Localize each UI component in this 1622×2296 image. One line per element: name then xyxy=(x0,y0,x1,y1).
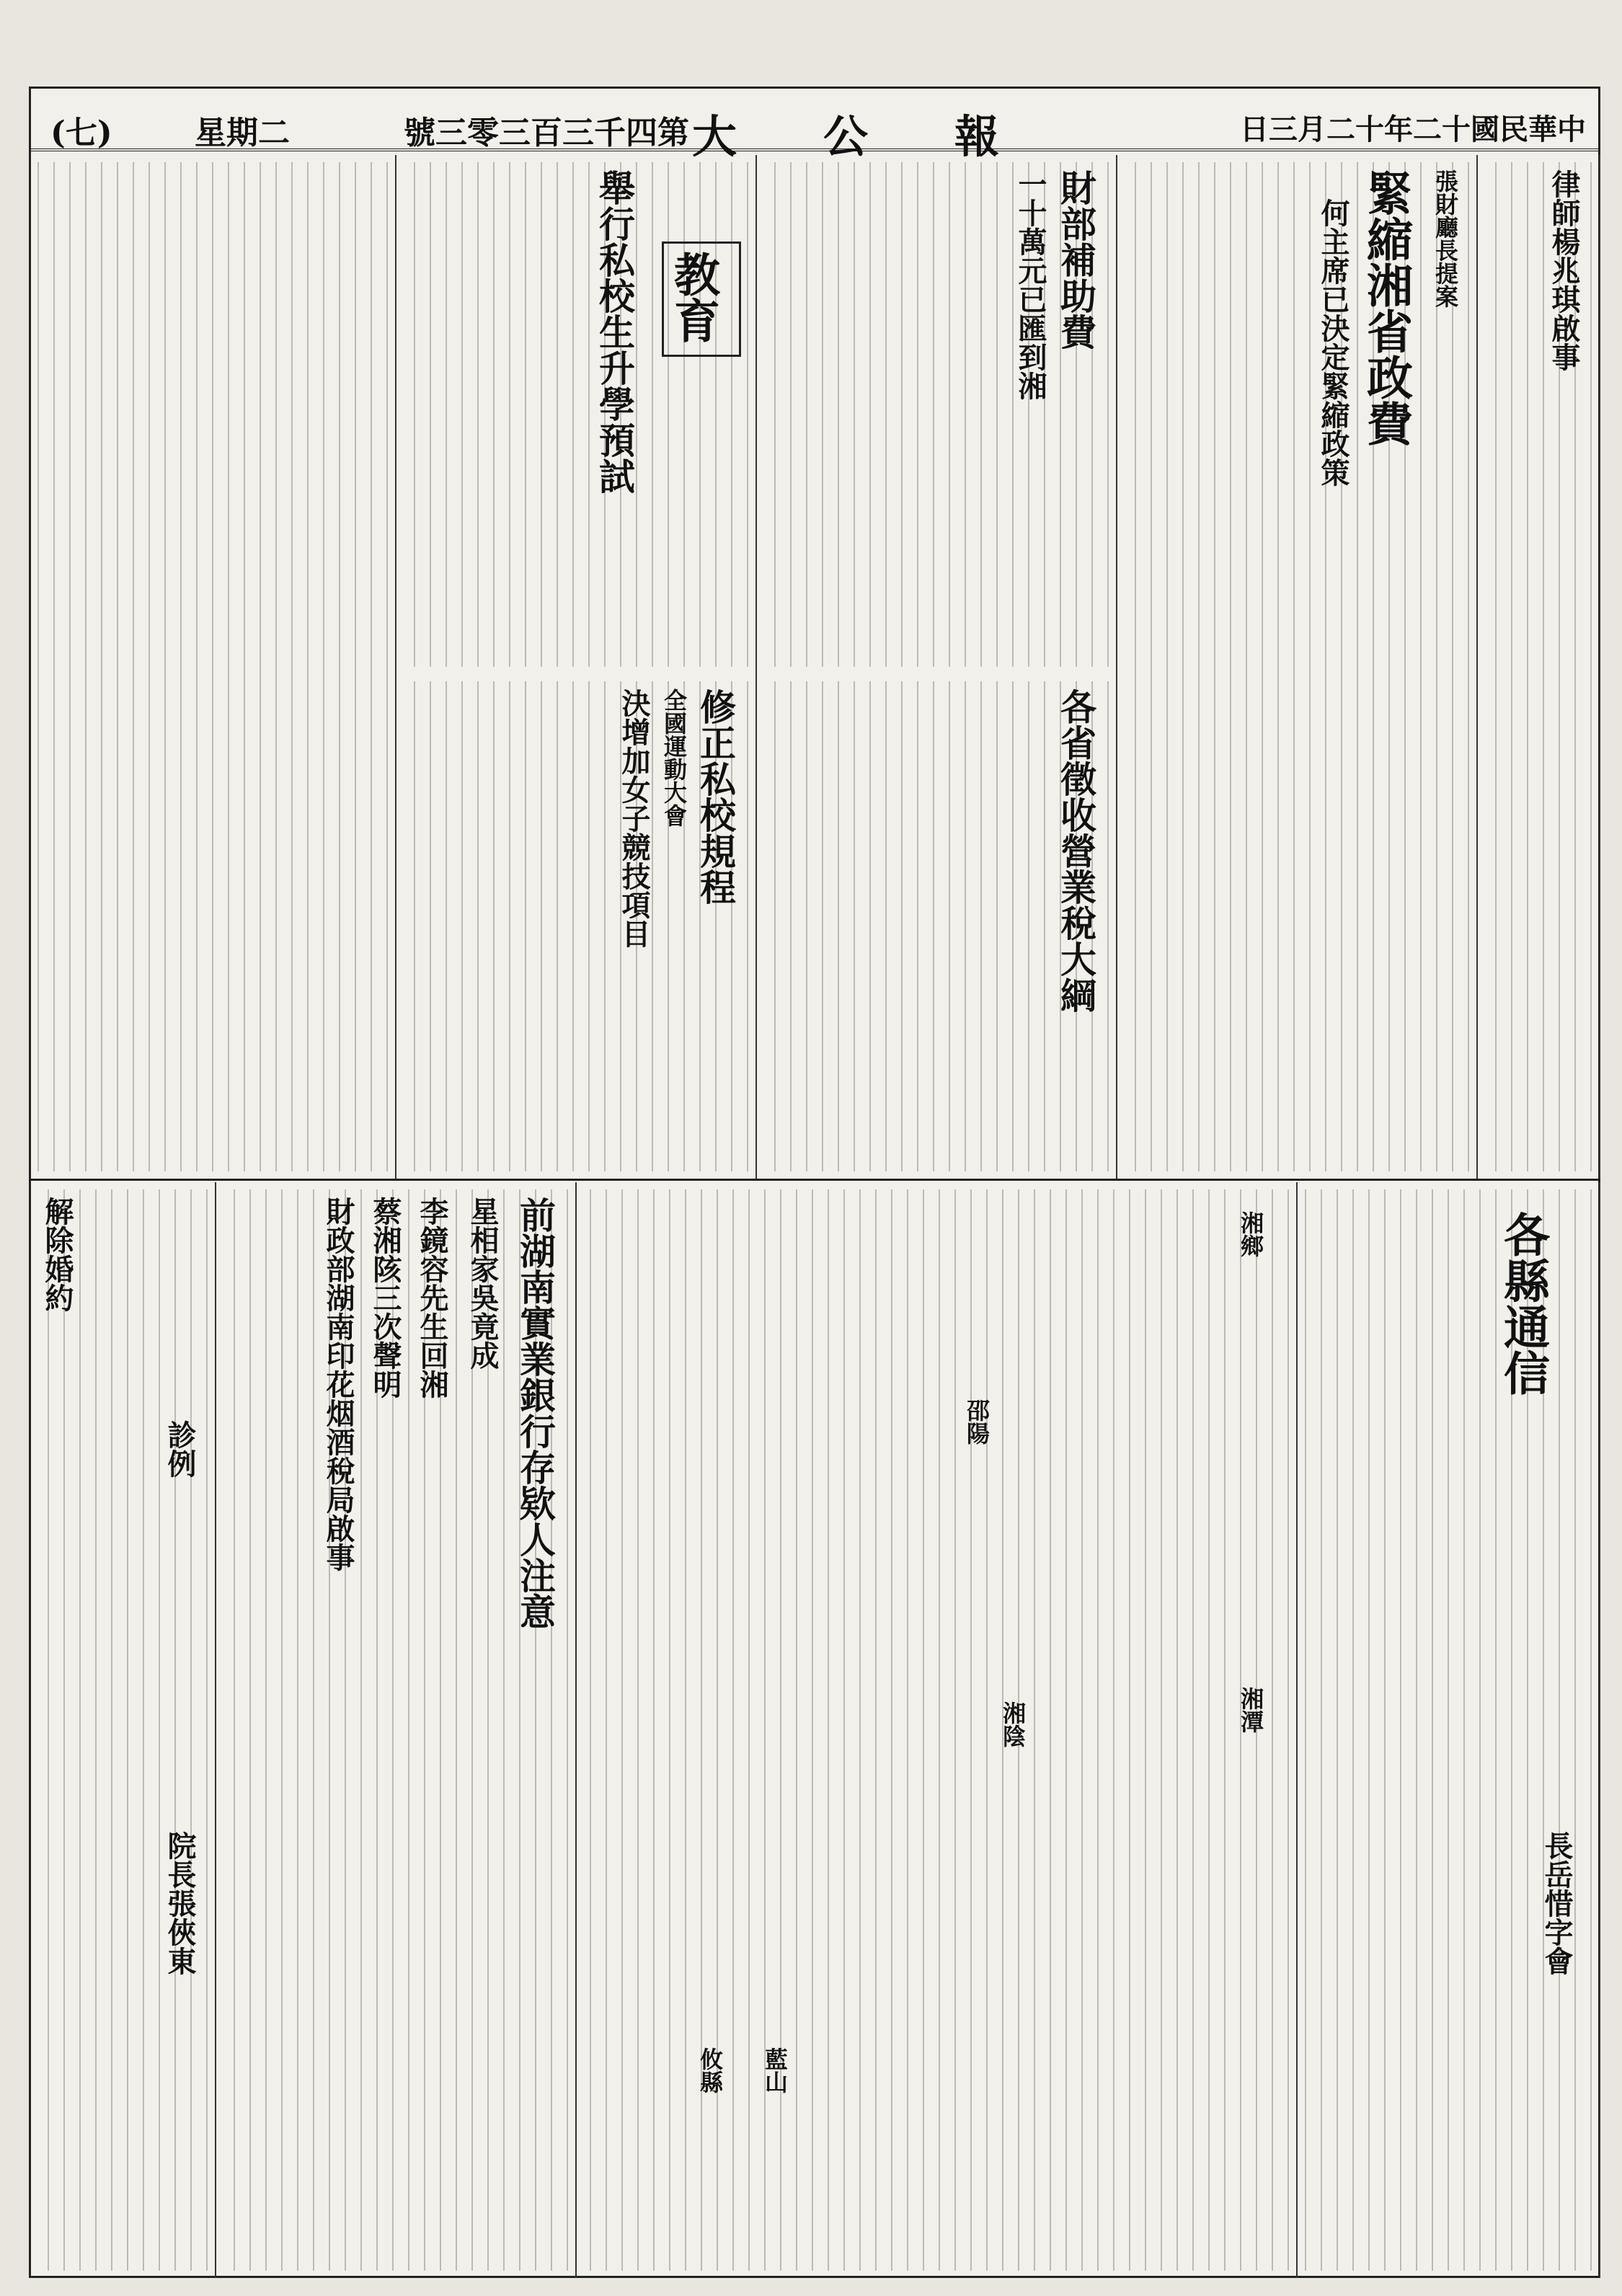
xing-xiang-notice: 星相家吳竟成 xyxy=(466,1197,500,1370)
education-column xyxy=(396,155,757,674)
notices-column xyxy=(216,1182,577,2278)
education-section-box xyxy=(662,241,741,357)
hospital-director: 院長張俠東 xyxy=(163,1831,197,1975)
shaoyang-label: 邵陽 xyxy=(963,1399,991,1445)
newspaper-title: 大公報 xyxy=(692,110,1086,163)
tax-column xyxy=(757,674,1117,1179)
clinic-title: 診例 xyxy=(163,1420,197,1478)
xiangxiang-label: 湘鄉 xyxy=(1237,1211,1264,1257)
county-reports-column xyxy=(577,1182,1298,2278)
sports-kicker: 全國運動大會 xyxy=(660,688,688,827)
youxian-label: 攸縣 xyxy=(696,2047,724,2093)
bank-notice-headline: 前湖南實業銀行存欵人注意 xyxy=(514,1197,557,1629)
lawyer-column xyxy=(1478,155,1600,1179)
cai-xiang-notice: 蔡湘陔三次聲明 xyxy=(368,1197,402,1399)
tax-headline: 各省徵收營業稅大綱 xyxy=(1055,688,1097,1013)
lanshan-label: 藍山 xyxy=(761,2047,789,2093)
private-school-headline: 修正私校規程 xyxy=(694,688,737,905)
finance-headline: 緊縮湘省政費 xyxy=(1359,169,1413,446)
promote-headline: 舉行私校生升學預試 xyxy=(593,169,636,494)
left-upper-column xyxy=(29,155,396,1179)
sports-headline: 決增加女子競技項目 xyxy=(617,688,651,948)
education-section-title: 教育 xyxy=(666,251,720,343)
page-number: (七) xyxy=(50,115,112,151)
finance-column xyxy=(1117,155,1478,1179)
publication-date: 日三月二十年二十國民華中 xyxy=(1240,112,1586,146)
weekday: 星期二 xyxy=(195,115,290,151)
lawyer-notice-title: 律師楊兆琪啟事 xyxy=(1547,169,1581,371)
section-divider xyxy=(29,1179,1600,1181)
private-school-column xyxy=(396,674,757,1179)
county-news-column xyxy=(1298,1182,1600,2278)
clinic-column xyxy=(29,1182,216,2278)
subsidy-headline: 財部補助費 xyxy=(1055,169,1097,350)
li-jingrong-notice: 李鏡容先生回湘 xyxy=(415,1197,449,1399)
county-news-title: 各縣通信 xyxy=(1496,1211,1550,1396)
changyue-notice: 長岳惜字會 xyxy=(1540,1831,1574,1975)
finance-tag: 張財廳長提案 xyxy=(1432,169,1459,308)
masthead xyxy=(29,101,1600,163)
subsidy-subheadline: 一十萬元已匯到湘 xyxy=(1014,169,1047,400)
finance-subheadline: 何主席已決定緊縮政策 xyxy=(1316,198,1350,487)
issue-number: 號三零三百三千四第 xyxy=(404,115,689,151)
subsidy-column xyxy=(757,155,1117,674)
divorce-notice: 解除婚約 xyxy=(40,1197,74,1312)
tobacco-notice: 財政部湖南印花烟酒稅局啟事 xyxy=(322,1197,355,1572)
xiangyin-label: 湘陰 xyxy=(999,1701,1027,1747)
xiangtan-label: 湘潭 xyxy=(1237,1687,1264,1733)
